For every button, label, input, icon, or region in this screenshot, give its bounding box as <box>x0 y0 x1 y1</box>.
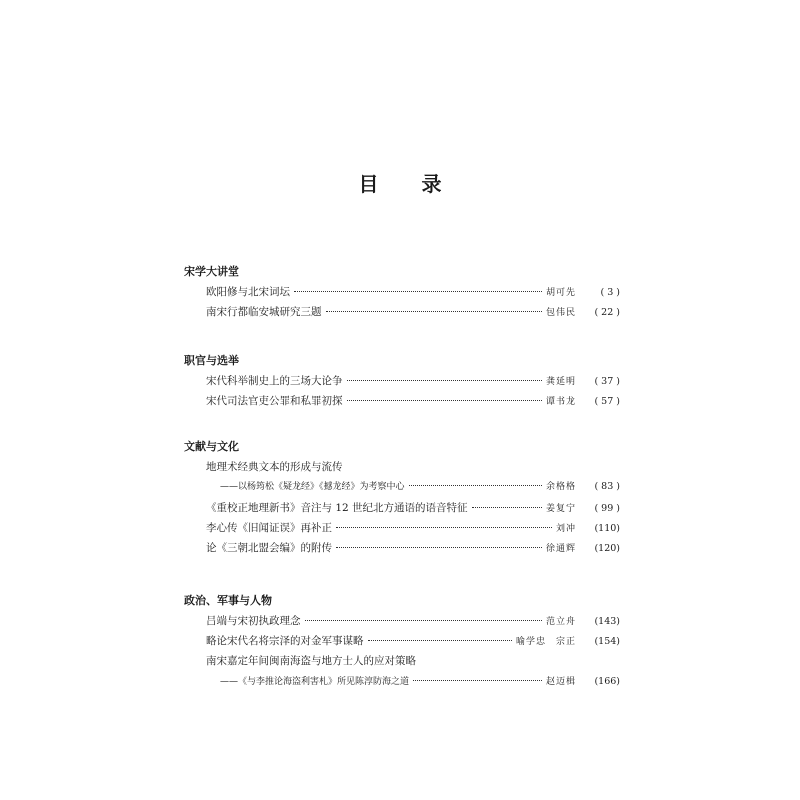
entry-author: 刘冲 <box>555 524 576 535</box>
entry-page: ( 83 ) <box>594 481 620 493</box>
toc-section <box>184 437 620 558</box>
entry-title: 李心传《旧闻证误》再补正 <box>206 522 332 535</box>
toc-entry[interactable] <box>184 651 620 671</box>
entry-author: 喻学忠 宗正 <box>515 636 576 647</box>
dot-leader <box>305 620 542 621</box>
entry-title: 略论宋代名将宗泽的对金军事谋略 <box>206 634 364 647</box>
entry-title: 宋代科举制史上的三场大论争 <box>206 374 343 387</box>
entry-title: 南宋嘉定年间闽南海盗与地方士人的应对策略 <box>206 655 416 668</box>
dot-leader <box>472 507 542 508</box>
section-heading: 宋学大讲堂 <box>184 265 239 278</box>
entry-page: ( 99 ) <box>594 502 620 514</box>
entry-page: (143) <box>594 615 620 627</box>
entry-page: ( 3 ) <box>600 287 620 298</box>
toc-entry[interactable] <box>184 457 620 477</box>
dot-leader <box>347 400 542 401</box>
toc-entry[interactable] <box>184 498 620 518</box>
dot-leader <box>413 680 542 681</box>
entry-author: 余格格 <box>545 482 576 493</box>
toc-entry[interactable] <box>184 371 620 391</box>
toc-entry[interactable] <box>184 302 620 322</box>
toc-entry[interactable] <box>184 518 620 538</box>
entry-title: 《重校正地理新书》音注与 12 世纪北方通语的语音特征 <box>206 501 468 514</box>
entry-author: 姜复宁 <box>545 503 576 514</box>
entry-author: 龚延明 <box>545 376 576 387</box>
toc-entry-subtitle[interactable] <box>184 477 620 497</box>
table-of-contents <box>184 262 620 720</box>
entry-author: 胡可先 <box>545 288 576 298</box>
toc-entry-subtitle[interactable] <box>184 672 620 692</box>
dot-leader <box>368 640 512 641</box>
entry-author: 赵迈楫 <box>545 676 576 687</box>
toc-section <box>184 591 620 692</box>
entry-subtitle: ——《与李推论海盗利害札》所见陈淳防海之道 <box>220 676 410 687</box>
entry-title: 论《三朝北盟会编》的附传 <box>206 542 332 555</box>
entry-subtitle: ——以杨筠松《疑龙经》《撼龙经》为考察中心 <box>220 482 405 493</box>
entry-page: (110) <box>594 523 620 535</box>
entry-title: 地理术经典文本的形成与流传 <box>206 461 343 474</box>
entry-title: 欧阳修与北宋词坛 <box>206 286 290 298</box>
section-heading: 政治、军事与人物 <box>184 593 272 607</box>
page-title: 目 录 <box>358 172 460 196</box>
toc-entry[interactable] <box>184 282 620 302</box>
toc-entry[interactable] <box>184 391 620 411</box>
entry-page: ( 57 ) <box>594 395 620 407</box>
entry-author: 包伟民 <box>545 308 576 319</box>
entry-page: (154) <box>594 635 620 647</box>
entry-page: ( 22 ) <box>594 307 620 319</box>
entry-author: 范立舟 <box>545 616 576 627</box>
entry-page: ( 37 ) <box>594 375 620 387</box>
dot-leader <box>409 485 542 486</box>
entry-title: 宋代司法官吏公罪和私罪初探 <box>206 394 343 407</box>
dot-leader <box>336 527 552 528</box>
toc-section <box>184 262 620 323</box>
entry-page: (166) <box>594 675 620 687</box>
dot-leader <box>336 547 542 548</box>
toc-section <box>184 351 620 412</box>
toc-entry[interactable] <box>184 538 620 558</box>
entry-author: 谭书龙 <box>545 396 576 407</box>
dot-leader <box>347 380 542 381</box>
dot-leader <box>294 291 542 292</box>
section-heading: 职官与选举 <box>184 353 239 367</box>
entry-title: 吕端与宋初执政理念 <box>206 614 301 627</box>
dot-leader <box>326 311 542 312</box>
entry-author: 徐通辉 <box>545 544 576 555</box>
section-heading: 文献与文化 <box>184 440 239 454</box>
toc-entry[interactable] <box>184 611 620 631</box>
toc-entry[interactable] <box>184 631 620 651</box>
entry-title: 南宋行都临安城研究三题 <box>206 306 322 319</box>
entry-page: (120) <box>594 543 620 555</box>
